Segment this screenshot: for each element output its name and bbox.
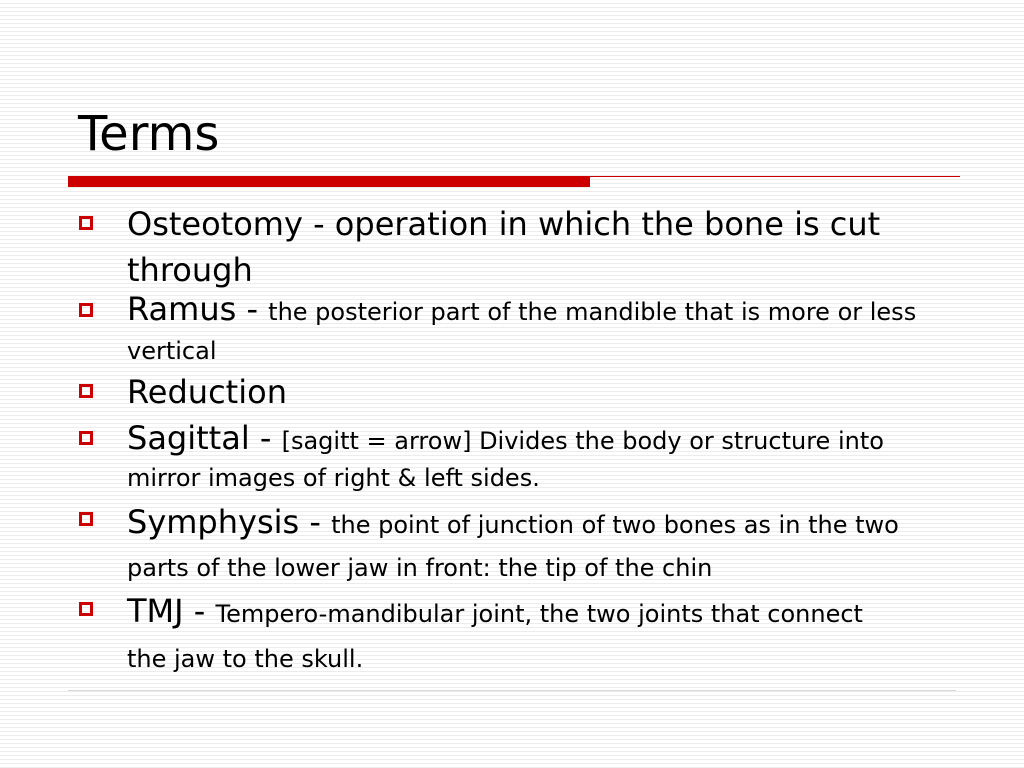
term-label: Ramus - — [127, 290, 269, 328]
hollow-square-icon — [79, 303, 93, 317]
term-label: Symphysis - — [127, 503, 332, 541]
bullet-text — [127, 421, 957, 498]
hollow-square-icon — [79, 384, 93, 398]
bullet-text — [127, 372, 957, 418]
bullet-text — [127, 204, 947, 296]
term-label: TMJ - — [127, 592, 216, 630]
bullet-text — [127, 291, 957, 372]
bullet-text — [127, 590, 887, 683]
term-definition: [sagitt = arrow] Divides the body or structure into mirror images of right & left sides. — [127, 427, 884, 492]
hollow-square-icon — [79, 431, 93, 445]
term-label: Osteotomy - operation in which the bone is cut through — [127, 205, 881, 289]
title-underline-thick — [68, 176, 590, 187]
hollow-square-icon — [79, 512, 93, 526]
title-underline-thin — [590, 176, 960, 177]
footer-divider — [68, 690, 956, 691]
term-definition: the point of junction of two bones as in the two parts of the lower jaw in front: the tip of the chin — [127, 511, 899, 582]
hollow-square-icon — [79, 216, 93, 230]
term-definition: the posterior part of the mandible that is more or less vertical — [127, 298, 917, 365]
bullet-text — [127, 502, 927, 591]
term-definition: Tempero-mandibular joint, the two joints that connect the jaw to the skull. — [127, 600, 863, 673]
term-label: Reduction — [127, 373, 287, 411]
slide-title: Terms — [78, 106, 220, 162]
term-label: Sagittal - — [127, 419, 282, 457]
hollow-square-icon — [79, 602, 93, 616]
